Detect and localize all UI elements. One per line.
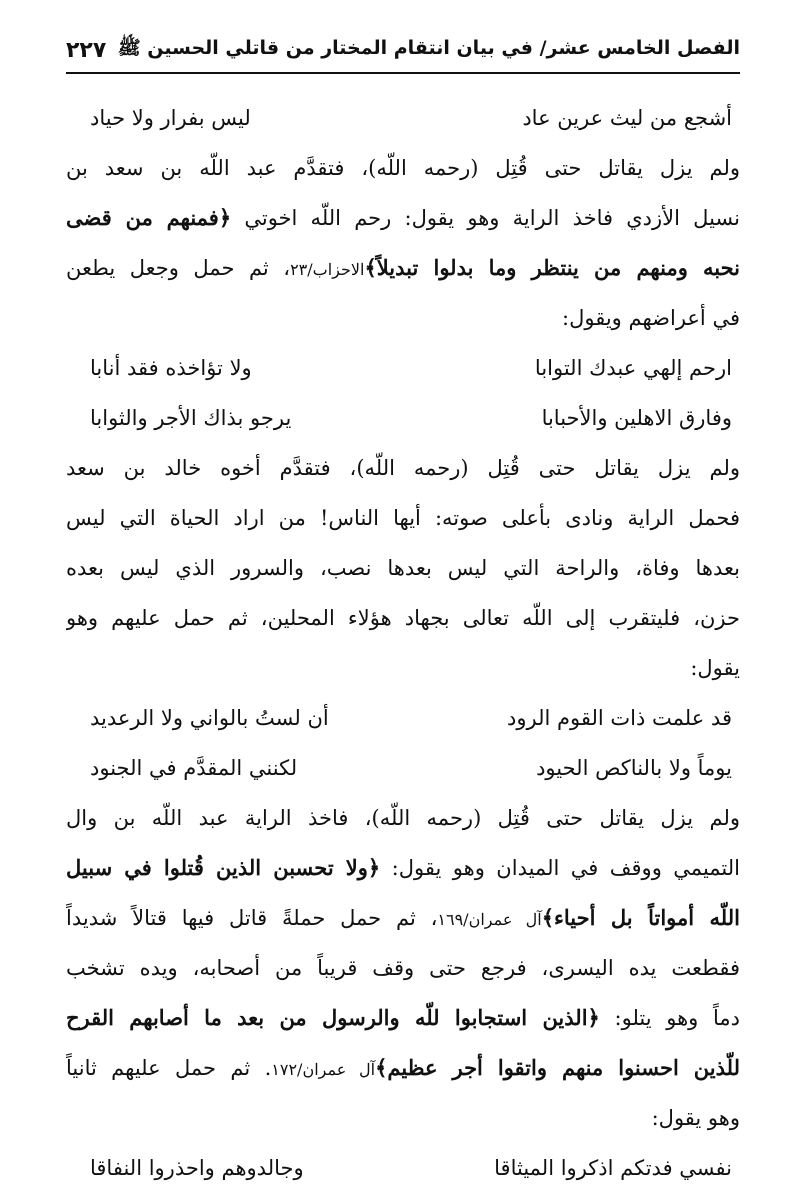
text-segment: . ثم حمل عليهم ثانياً — [66, 1056, 272, 1080]
verse-hemistich-first: يوماً ولا بالناكص الحيود — [536, 756, 732, 780]
text-line — [66, 1093, 740, 1143]
verse-hemistich-first: أشجع من ليث عرين عاد — [522, 106, 732, 130]
text-segment: بعدها وفاة، والراحة التي ليس بعدها نصب، والسرور الذي ليس بعده — [66, 556, 740, 580]
verse-hemistich-second: يرجو بذاك الأجر والثوابا — [90, 406, 292, 430]
text-segment: دماً وهو يتلو: — [599, 1006, 740, 1030]
verse-hemistich-first: قد علمت ذات القوم الرود — [507, 706, 732, 730]
quran-quote: ﴿الذين استجابوا للّه والرسول من بعد ما أصابهم القرح — [66, 1005, 600, 1030]
text-line — [66, 493, 740, 543]
text-line — [66, 643, 740, 693]
text-segment: يقول: — [690, 656, 740, 680]
text-segment: ولم يزل يقاتل حتى قُتِل (رحمه اللّه)، فتقدَّم أخوه خالد بن سعد — [66, 456, 740, 480]
verse-hemistich-second: ليس بفرار ولا حياد — [90, 106, 251, 130]
verse-hemistich-first: وفارق الاهلين والأحبابا — [541, 406, 732, 430]
text-segment: ولم يزل يقاتل حتى قُتِل (رحمه اللّه)، فتقدَّم عبد اللّه بن سعد بن — [66, 156, 740, 180]
quran-quote: نحبه ومنهم من ينتظر وما بدلوا تبديلاً﴾ — [364, 255, 740, 280]
verse-reference: آل عمران/١٧٢ — [271, 1060, 376, 1079]
verse-hemistich-second: ولا تؤاخذه فقد أنابا — [90, 356, 252, 380]
text-line — [66, 843, 740, 893]
verse-hemistich-second: وجالدوهم واحذروا النفاقا — [90, 1156, 304, 1180]
verse-hemistich-second: أن لستُ بالواني ولا الرعديد — [90, 706, 329, 730]
text-line — [66, 893, 740, 943]
page-body — [66, 93, 740, 1193]
text-line — [66, 443, 740, 493]
chapter-title: الفصل الخامس عشر/ في بيان انتقام المختار من قاتلي الحسين ﷺ — [117, 37, 740, 59]
text-segment: ، ثم حمل وجعل يطعن — [66, 256, 291, 280]
quran-quote: ﴿فمنهم من قضى — [66, 205, 232, 230]
text-line — [66, 243, 740, 293]
verse-reference: آل عمران/١٦٩ — [437, 910, 542, 929]
text-segment: في أعراضهم ويقول: — [562, 306, 740, 330]
text-segment: نسيل الأزدي فاخذ الراية وهو يقول: رحم اللّه اخوتي — [231, 206, 740, 230]
text-segment: حزن، فليتقرب إلى اللّه تعالى بجهاد هؤلاء المحلين، ثم حمل عليهم وهو — [66, 606, 740, 630]
text-segment: ، ثم حمل حملةً قاتل فيها قتالاً شديداً — [66, 906, 438, 930]
verse-hemistich-first: نفسي فدتكم اذكروا الميثاقا — [494, 1156, 732, 1180]
quran-quote: ﴿ولا تحسبن الذين قُتلوا في سبيل — [66, 855, 381, 880]
text-line — [66, 793, 740, 843]
running-header — [66, 30, 740, 70]
verse-line — [66, 693, 740, 743]
text-line — [66, 993, 740, 1043]
text-segment: ولم يزل يقاتل حتى قُتِل (رحمه اللّه)، فاخذ الراية عبد اللّه بن وال — [66, 806, 740, 830]
page-number: ٢٢٧ — [66, 37, 107, 63]
text-line — [66, 543, 740, 593]
verse-line — [66, 93, 740, 143]
text-line — [66, 293, 740, 343]
verse-reference: الاحزاب/٢٣ — [290, 260, 365, 279]
quran-quote: للّذين احسنوا منهم واتقوا أجر عظيم﴾ — [375, 1055, 740, 1080]
text-line — [66, 593, 740, 643]
verse-line — [66, 743, 740, 793]
verse-hemistich-second: لكنني المقدَّم في الجنود — [90, 756, 298, 780]
header-divider — [66, 72, 740, 74]
text-segment: وهو يقول: — [651, 1106, 740, 1130]
quran-quote: اللّه أمواتاً بل أحياء﴾ — [541, 905, 740, 930]
text-line — [66, 943, 740, 993]
verse-hemistich-first: ارحم إلهي عبدك التوابا — [534, 356, 732, 380]
text-line — [66, 1043, 740, 1093]
text-segment: فحمل الراية ونادى بأعلى صوته: أيها الناس! من اراد الحياة التي ليس — [66, 506, 740, 530]
text-segment: التميمي ووقف في الميدان وهو يقول: — [380, 856, 740, 880]
text-line — [66, 143, 740, 193]
verse-line — [66, 343, 740, 393]
text-line — [66, 193, 740, 243]
verse-line — [66, 393, 740, 443]
text-segment: فقطعت يده اليسرى، فرجع حتى وقف قريباً من أصحابه، ويده تشخب — [66, 956, 740, 980]
